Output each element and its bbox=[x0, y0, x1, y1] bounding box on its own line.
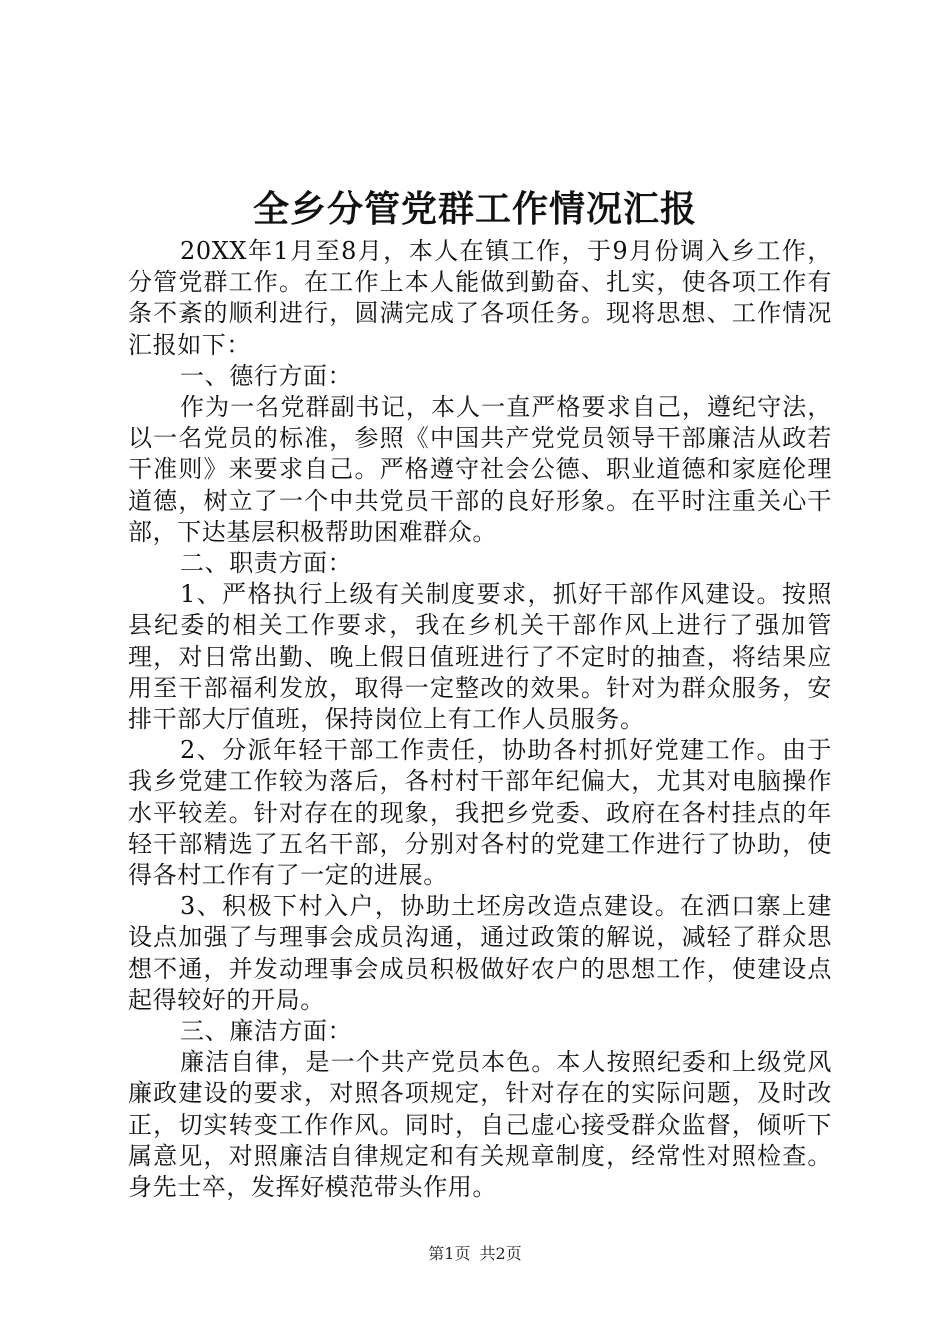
section-heading-conduct: 一、德行方面： bbox=[180, 361, 353, 390]
document-title: 全乡分管党群工作情况汇报 bbox=[252, 189, 697, 230]
page-footer bbox=[0, 1244, 950, 1264]
page-number-total: 共2页 bbox=[479, 1244, 522, 1263]
conduct-paragraph: 作为一名党群副书记，本人一直严格要求自己，遵纪守法，以一名党员的标准，参照《中国共产党党员领导干部廉洁从政若干准则》来要求自己。严格遵守社会公德、职业道德和家庭伦理道德，树立了一个中共党员干部的良好形象。在平时注重关心干部，下达基层积极帮助困难群众。 bbox=[128, 393, 832, 546]
page-number-current: 第1页 bbox=[428, 1244, 471, 1263]
section-heading-integrity: 三、廉洁方面： bbox=[180, 1017, 353, 1046]
section-heading-duties: 二、职责方面： bbox=[180, 549, 353, 578]
document-body bbox=[128, 236, 832, 1203]
intro-paragraph: 20XX年1月至8月，本人在镇工作，于9月份调入乡工作，分管党群工作。在工作上本人能做到勤奋、扎实，使各项工作有条不紊的顺利进行，圆满完成了各项任务。现将思想、工作情况汇报如下： bbox=[128, 237, 832, 359]
duties-item-3: 3、积极下村入户，协助土坯房改造点建设。在洒口寨上建设点加强了与理事会成员沟通，通过政策的解说，减轻了群众思想不通，并发动理事会成员积极做好农户的思想工作，使建设点起得较好的开局。 bbox=[128, 892, 832, 1014]
integrity-paragraph: 廉洁自律，是一个共产党员本色。本人按照纪委和上级党风廉政建设的要求，对照各项规定，针对存在的实际问题，及时改正，切实转变工作作风。同时，自己虚心接受群众监督，倾听下属意见，对照廉洁自律规定和有关规章制度，经常性对照检查。身先士卒，发挥好模范带头作用。 bbox=[128, 1048, 832, 1202]
duties-item-2: 2、分派年轻干部工作责任，协助各村抓好党建工作。由于我乡党建工作较为落后，各村村干部年纪偏大，尤其对电脑操作水平较差。针对存在的现象，我把乡党委、政府在各村挂点的年轻干部精选了五名干部，分别对各村的党建工作进行了协助，使得各村工作有了一定的进展。 bbox=[128, 736, 832, 890]
duties-item-1: 1、严格执行上级有关制度要求，抓好干部作风建设。按照县纪委的相关工作要求，我在乡机关干部作风上进行了强加管理，对日常出勤、晚上假日值班进行了不定时的抽查，将结果应用至干部福利发放，取得一定整改的效果。针对为群众服务，安排干部大厅值班，保持岗位上有工作人员服务。 bbox=[128, 580, 832, 734]
